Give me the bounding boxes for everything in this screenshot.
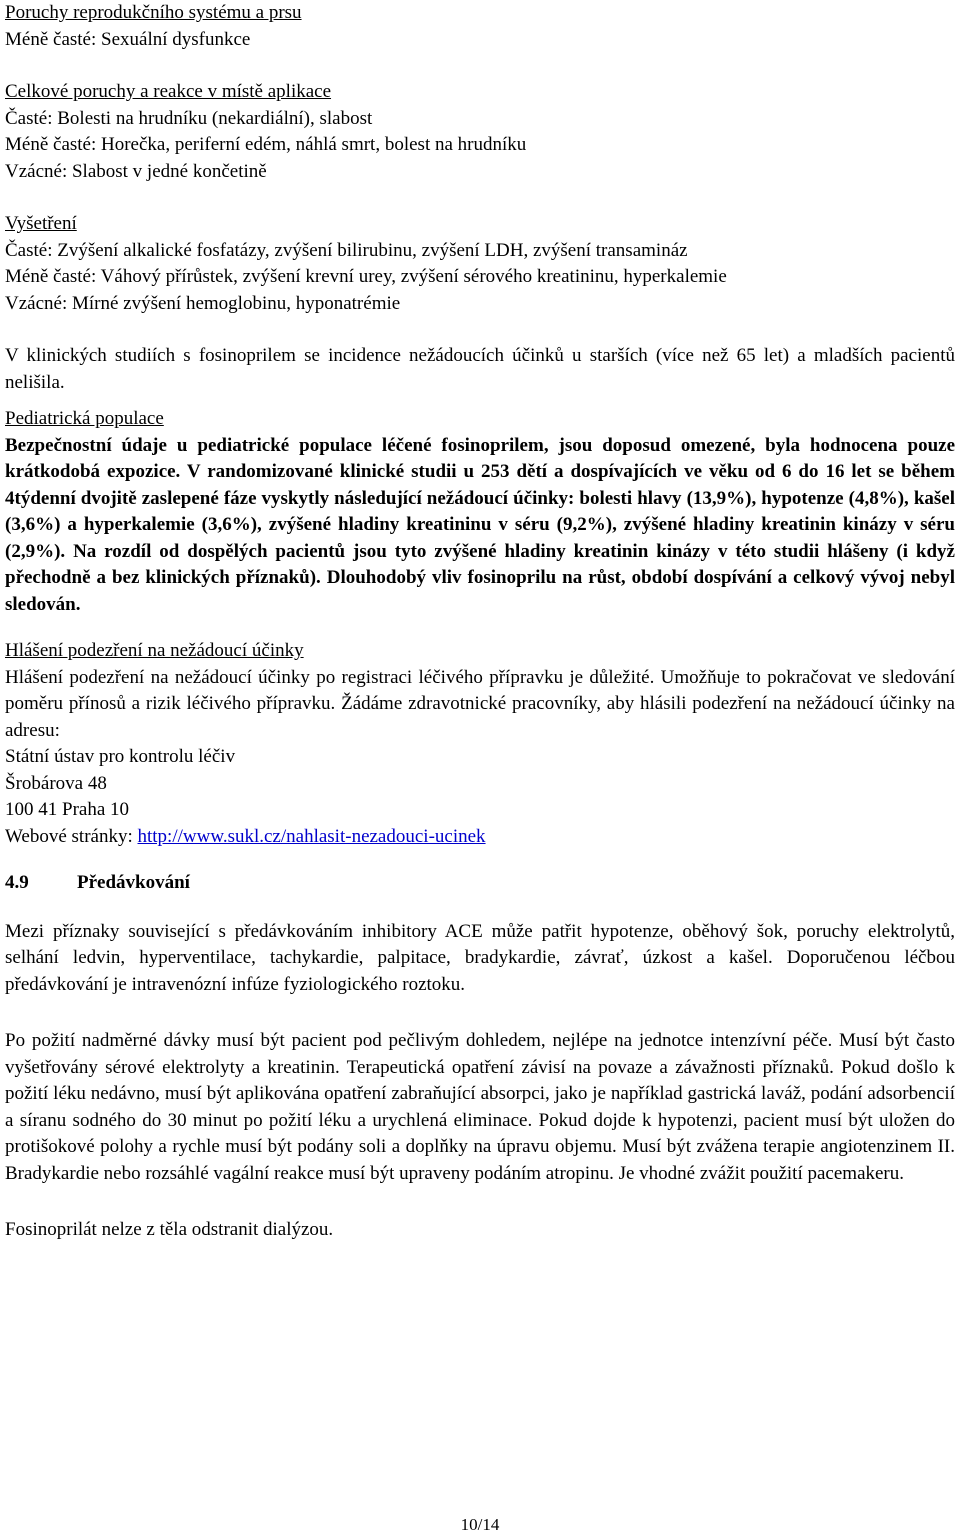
pediatric-paragraph: Bezpečnostní údaje u pediatrické populace léčené fosinoprilem, jsou doposud omezené, byla hodnocena pouze krátkodobá expozice. V randomizované klinické studii u 253 dětí a dospívajících ve věku od 6 do 16 let se během 4týdenní dvojitě zaslepené fáze vyskytly následující nežádoucí účinky: bolesti hlavy (13,9%), hypotenze (4,8%), kašel (3,6%) a hyperkalemie (3,6%), zvýšené hladiny kreatininu v séru (9,2%), zvýšené hladiny kreatinin kinázy v séru (2,9%). Na rozdíl od dospělých pacientů jsou tyto zvýšené hladiny kreatinin kinázy v této studii hlášeny (i když přechodně a bez klinických příznaků). Dlouhodobý vliv fosinoprilu na růst, období dospívání a celkový vývoj nebyl sledován. <box>5 434 955 615</box>
investigations-heading: Vyšetření <box>5 213 77 234</box>
general-line: Méně časté: Horečka, periferní edém, náhlá smrt, bolest na hrudníku <box>5 134 527 155</box>
web-line <box>5 824 955 851</box>
overdose-paragraph-3: Fosinoprilát nelze z těla odstranit dialýzou. <box>5 1219 334 1240</box>
investigations-line: Vzácné: Mírné zvýšení hemoglobinu, hyponatrémie <box>5 292 401 314</box>
overdose-paragraph-1: Mezi příznaky související s předávkováním inhibitory ACE může patřit hypotenze, oběhový šok, poruchy elektrolytů, selhání ledvin, hyperventilace, tachykardie, palpitace, bradykardie, závrať, úzkost a kašel. Doporučenou léčbou předávkování je intravenózní infúze fyziologického roztoku. <box>5 920 955 995</box>
reporting-heading: Hlášení podezření na nežádoucí účinky <box>5 640 304 661</box>
section-heading-overdose <box>5 870 955 897</box>
overdose-paragraph-2: Po požití nadměrné dávky musí být pacient pod pečlivým dohledem, nejlépe na jednotce intenzívní péče. Musí být často vyšetřovány sérové elektrolyty a kreatinin. Terapeutická opatření závisí na povaze a závažnosti příznaků. Pokud došlo k požití léku nedávno, musí být aplikována opatření zabraňující absorpci, jako je například gastrická laváž, podání adsorbencií a síranu sodného do 30 minut po požití léku a urychlená eliminace. Pokud dojde k hypotenzi, pacient musí být uložen do protišokové polohy a rychle musí být podány soli a doplňky na úpravu objemu. Musí být zvážena terapie angiotenzinem II. Bradykardie nebo rozsáhlé vagální reakce musí být upraveny podáním atropinu. Je vhodné zvážit použití pacemakeru. <box>5 1030 955 1184</box>
pediatric-heading: Pediatrická populace <box>5 408 164 429</box>
reporting-paragraph: Hlášení podezření na nežádoucí účinky po registraci léčivého přípravku je důležité. Umožňuje to pokračovat ve sledování poměru přínosů a rizik léčivého přípravku. Žádáme zdravotnické pracovníky, aby hlásili podezření na nežádoucí účinky na adresu: <box>5 666 955 741</box>
web-label: Webové stránky: <box>5 825 138 847</box>
address-line: 100 41 Praha 10 <box>5 799 130 820</box>
address-line: Státní ústav pro kontrolu léčiv <box>5 746 236 767</box>
section-title: Předávkování <box>77 872 190 893</box>
elderly-paragraph: V klinických studiích s fosinoprilem se incidence nežádoucích účinků u starších (více než 65 let) a mladších pacientů nelišila. <box>5 345 955 393</box>
address-line: Šrobárova 48 <box>5 772 107 794</box>
repro-line: Méně časté: Sexuální dysfunkce <box>5 28 251 50</box>
sukl-link[interactable]: http://www.sukl.cz/nahlasit-nezadouci-ucinek <box>137 825 486 847</box>
general-line: Vzácné: Slabost v jedné končetině <box>5 160 267 182</box>
page-number: 10/14 <box>460 1515 500 1534</box>
general-heading: Celkové poruchy a reakce v místě aplikace <box>5 81 332 102</box>
document-page <box>5 0 955 1244</box>
general-line: Časté: Bolesti na hrudníku (nekardiální), slabost <box>5 107 373 129</box>
investigations-line: Méně časté: Váhový přírůstek, zvýšení krevní urey, zvýšení sérového kreatininu, hyperkalemie <box>5 266 727 287</box>
investigations-line: Časté: Zvýšení alkalické fosfatázy, zvýšení bilirubinu, zvýšení LDH, zvýšení transamináz <box>5 239 688 261</box>
section-number: 4.9 <box>5 872 29 893</box>
repro-heading: Poruchy reprodukčního systému a prsu <box>5 2 302 23</box>
